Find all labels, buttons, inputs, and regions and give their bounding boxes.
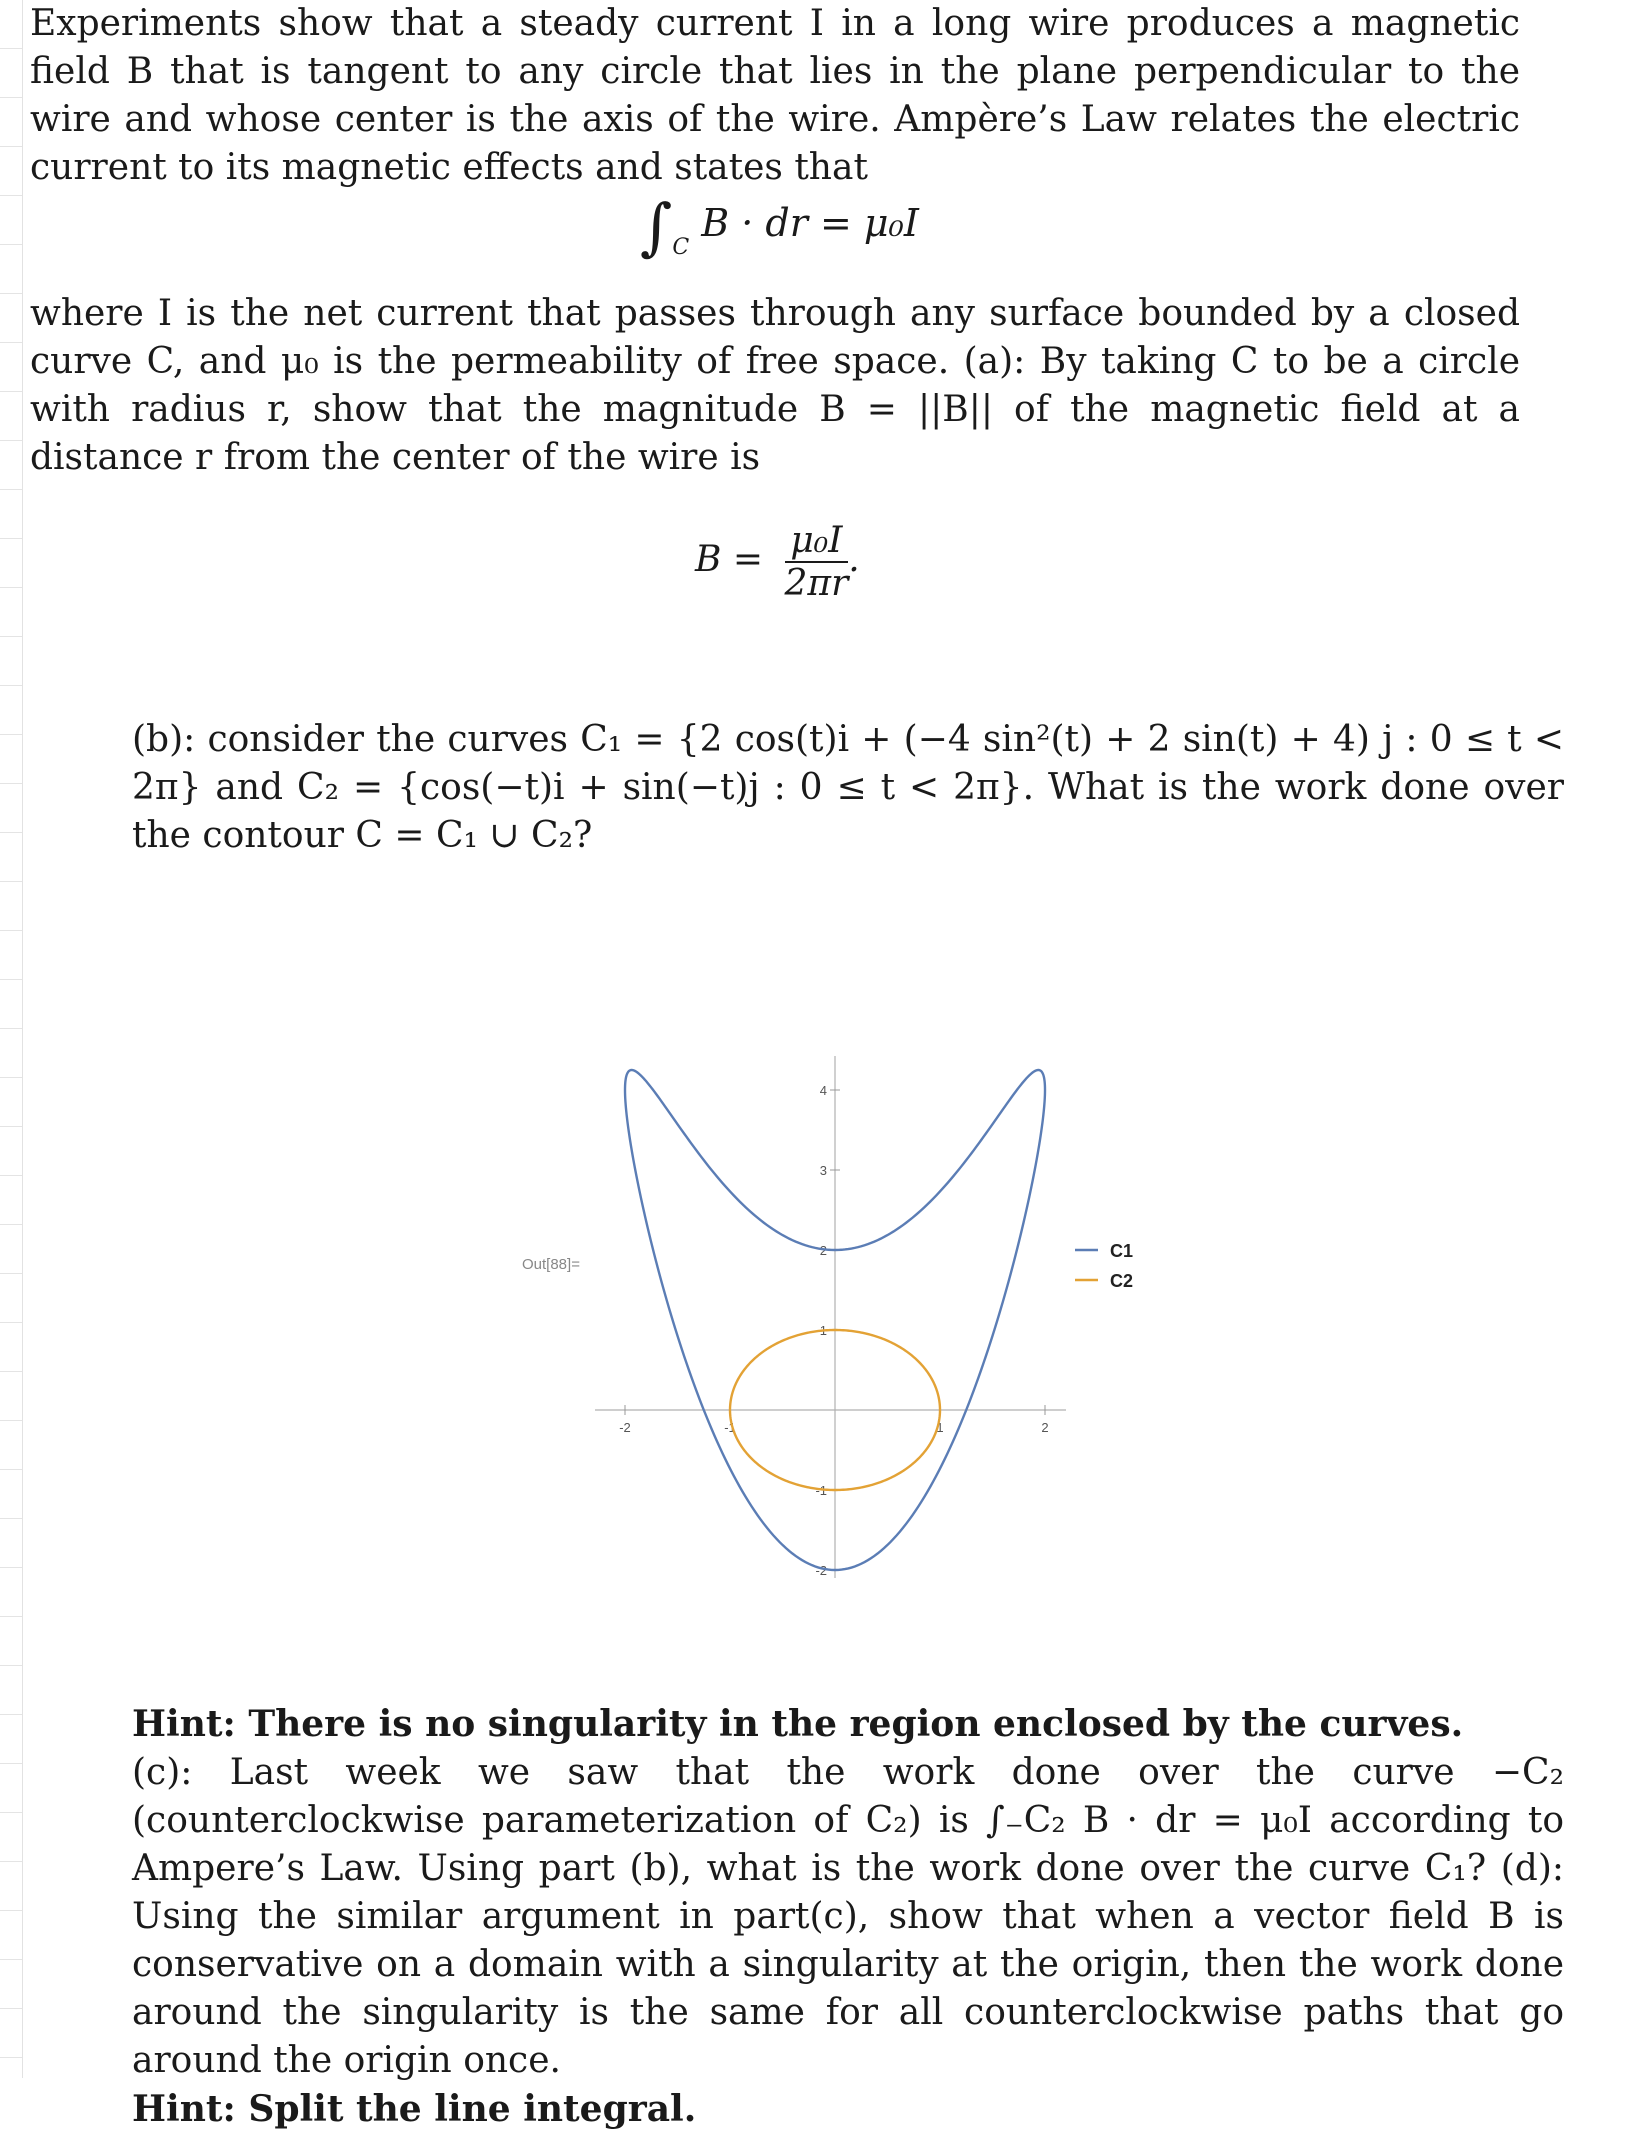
y-tick-label: -2 (815, 1563, 827, 1578)
y-tick-label: 1 (819, 1323, 827, 1338)
parametric-plot (520, 890, 1250, 1650)
y-tick-label: 2 (819, 1243, 827, 1258)
integral-sign: ∫ (640, 190, 673, 263)
field-equation-period: . (848, 539, 860, 580)
ampere-law-body: B · dr = μ₀I (701, 201, 919, 245)
y-tick-label: 3 (819, 1163, 827, 1178)
legend-label-c1: C1 (1110, 1241, 1134, 1261)
x-tick-label: 1 (936, 1420, 944, 1435)
field-magnitude-equation (695, 520, 860, 604)
parts-c-d-text: (c): Last week we saw that the work done over the curve −C₂ (counterclockwise parameterization of C₂) is ∫₋C₂ B · dr = μ₀I according to Ampere’s Law. Using part (b), what is the work done over the curve C₁? (d): Using the similar argument in part(c), show that when a vector field B is conservative on a domain with a singularity at the origin, then the work done around the singularity is the same for all counterclockwise paths that go around the origin once. (132, 1752, 1564, 2081)
intro-paragraph: Experiments show that a steady current I in a long wire produces a magnetic field B that is tangent to any circle that lies in the plane perpendicular to the wire and whose center is the axis of the wire. Ampère’s Law relates the electric current to its magnetic effects and states that (30, 3, 1520, 188)
legend-label-c2: C2 (1110, 1271, 1134, 1291)
integral-subscript: C (672, 235, 690, 260)
field-numerator: μ₀I (785, 520, 849, 563)
part-a-paragraph: where I is the net current that passes through any surface bounded by a closed curve C, and μ₀ is the permeability of free space. (a): By taking C to be a circle with radius r, show that the magnitude B = ||B|| of the magnetic field at a distance r from the center of the wire is (30, 293, 1520, 478)
hint-2: Hint: Split the line integral. (132, 2088, 697, 2130)
plot-legend (1075, 1241, 1133, 1291)
part-b-paragraph: (b): consider the curves C₁ = {2 cos(t)i + (−4 sin²(t) + 2 sin(t) + 4) j : 0 ≤ t < 2π} and C₂ = {cos(−t)i + sin(−t)j : 0 ≤ t < 2π}. What is the work done over the contour C = C₁ ∪ C₂? (132, 719, 1564, 856)
x-tick-label: -1 (724, 1420, 736, 1435)
field-fraction (785, 520, 849, 604)
field-equation-lhs: B = (695, 539, 764, 580)
plot-axes (595, 1056, 1066, 1578)
hints-paragraph (132, 1700, 1564, 2134)
x-tick-label: -2 (619, 1420, 631, 1435)
output-cell-label: Out[88]= (522, 1256, 580, 1273)
notebook-margin-rule (0, 0, 23, 2078)
ampere-law-equation (640, 190, 919, 263)
field-denominator: 2πr (784, 563, 849, 604)
y-tick-label: -1 (815, 1483, 827, 1498)
y-tick-label: 4 (819, 1083, 827, 1098)
hint-1: Hint: There is no singularity in the region enclosed by the curves. (132, 1703, 1464, 1745)
x-tick-label: 2 (1041, 1420, 1049, 1435)
